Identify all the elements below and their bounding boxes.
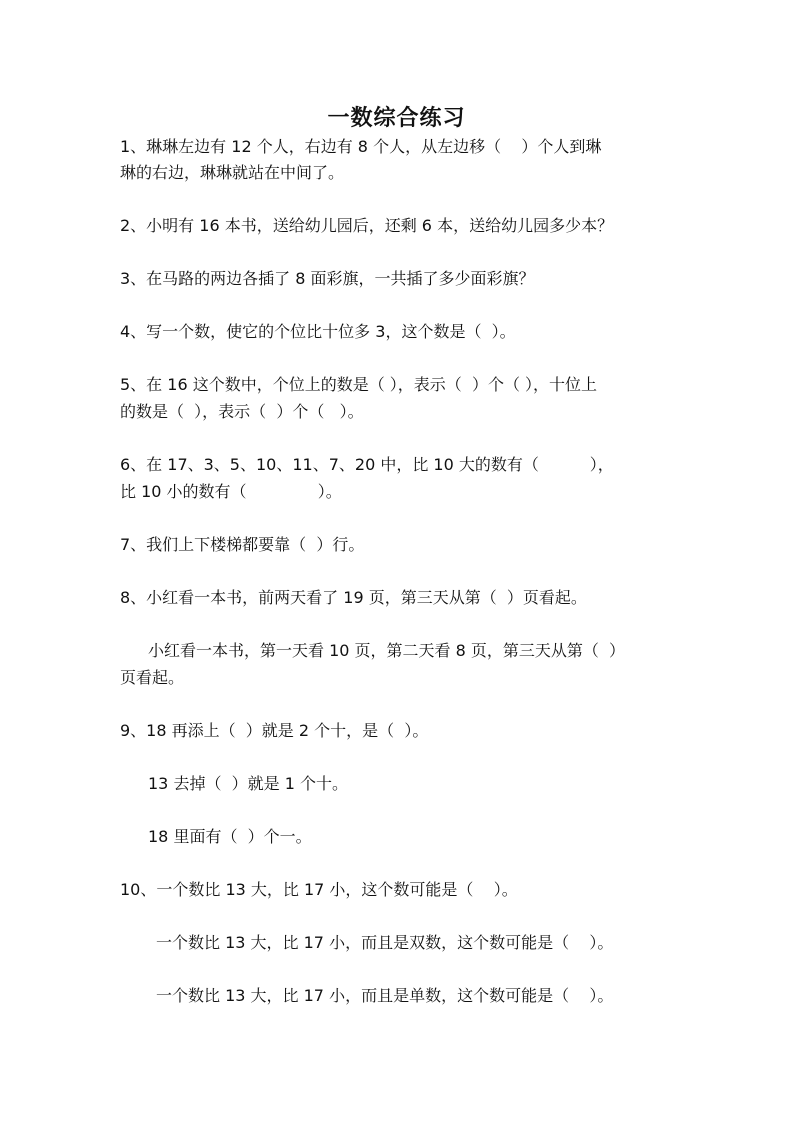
question-1-line-2: 琳的右边，琳琳就站在中间了。 — [120, 163, 345, 182]
question-10a: 10、一个数比 13 大，比 17 小，这个数可能是（ ）。 — [120, 880, 518, 899]
question-1-line-1: 1、琳琳左边有 12 个人，右边有 8 个人，从左边移（ ）个人到琳 — [120, 137, 602, 156]
question-8b-line-2: 页看起。 — [120, 668, 185, 687]
question-8a: 8、小红看一本书，前两天看了 19 页，第三天从第（ ）页看起。 — [120, 588, 587, 607]
page-title: 一数综合练习 — [327, 106, 466, 131]
question-7: 7、我们上下楼梯都要靠（ ）行。 — [120, 535, 365, 554]
question-6-line-2: 比 10 小的数有（ ）。 — [120, 482, 342, 501]
question-2: 2、小明有 16 本书，送给幼儿园后，还剩 6 本，送给幼儿园多少本？ — [120, 216, 614, 235]
question-10b: 一个数比 13 大，比 17 小，而且是双数，这个数可能是（ ）。 — [156, 933, 614, 952]
question-8b-line-1: 小红看一本书，第一天看 10 页，第二天看 8 页，第三天从第（ ） — [148, 641, 626, 660]
question-9a: 9、18 再添上（ ）就是 2 个十，是（ ）。 — [120, 721, 429, 740]
question-9c: 18 里面有（ ）个一。 — [148, 827, 312, 846]
question-3: 3、在马路的两边各插了 8 面彩旗，一共插了多少面彩旗？ — [120, 269, 535, 288]
question-9b: 13 去掉（ ）就是 1 个十。 — [148, 774, 348, 793]
question-5-line-2: 的数是（ ），表示（ ）个（ ）。 — [120, 402, 364, 421]
question-6-line-1: 6、在 17、3、5、10、11、7、20 中，比 10 大的数有（ ）， — [120, 455, 614, 474]
question-5-line-1: 5、在 16 这个数中，个位上的数是（ ），表示（ ）个（ ），十位上 — [120, 375, 598, 394]
question-4: 4、写一个数，使它的个位比十位多 3，这个数是（ ）。 — [120, 322, 516, 341]
question-10c: 一个数比 13 大，比 17 小，而且是单数，这个数可能是（ ）。 — [156, 986, 614, 1005]
